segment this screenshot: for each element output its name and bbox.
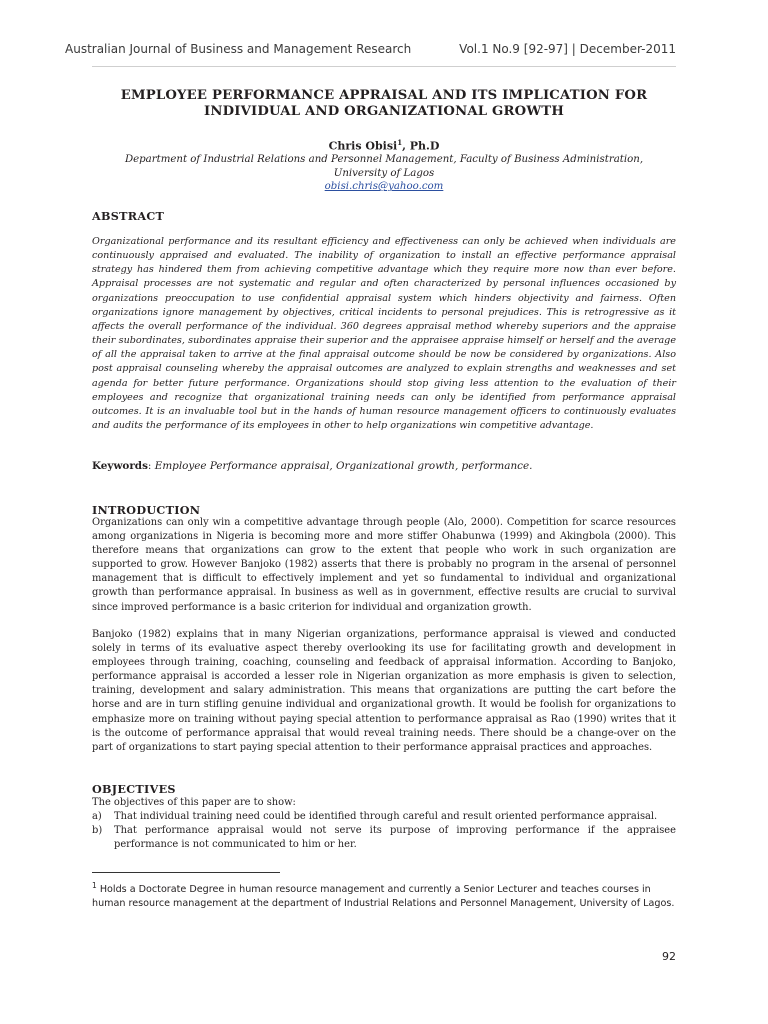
author-footnote-mark: 1 [397, 138, 403, 147]
list-marker: a) [92, 811, 102, 822]
paper-title [92, 88, 676, 120]
list-item-text: That performance appraisal would not serve its purpose of improving performance if the appraisee performance is not communicated to him or her. [114, 825, 676, 851]
keywords-text: Employee Performance appraisal, Organizational growth, performance. [154, 460, 533, 472]
footnote-mark: 1 [92, 881, 97, 890]
list-marker: b) [92, 825, 103, 836]
header-rule [92, 66, 676, 67]
journal-name: Australian Journal of Business and Management Research [65, 42, 412, 56]
keywords-separator: : [147, 460, 155, 472]
keywords-label: Keywords [92, 460, 148, 472]
author-email-link[interactable]: obisi.chris@yahoo.com [324, 181, 444, 193]
introduction-paragraph-1: Organizations can only win a competitive advantage through people (Alo, 2000). Competition for scarce resources among organizations in Nigeria is becoming more and more stiffer Ohabunwa (1999) and Akingbola (2000). This therefore means that organizations can grow to the extent that people who work in such organization are supported to grow. However Banjoko (1982) asserts that there is probably no program in the arsenal of personnel management that is difficult to effectively implement and yet so fundamental to individual and organizational growth than performance appraisal. In business as well as in government, effective results are crucial to survival since improved performance is a basic criterion for individual and organization growth. [92, 517, 676, 613]
footnote-text: Holds a Doctorate Degree in human resource management and currently a Senior Lecturer and teaches courses in human resource management at the department of Industrial Relations and Personnel Management, University of Lagos. [92, 884, 675, 910]
objectives-intro: The objectives of this paper are to show: [92, 797, 296, 808]
keywords-line [92, 460, 676, 472]
objective-item-a [92, 810, 676, 824]
objective-item-b [92, 824, 676, 852]
title-line-2: INDIVIDUAL AND ORGANIZATIONAL GROWTH [203, 104, 565, 119]
running-header [65, 42, 676, 56]
objectives-heading: OBJECTIVES [92, 782, 176, 796]
affiliation-line-2: University of Lagos [333, 167, 435, 179]
page-number: 92 [662, 950, 676, 963]
issue-info: Vol.1 No.9 [92-97] | December-2011 [459, 42, 676, 56]
list-item-text: That individual training need could be identified through careful and result oriented performance appraisal. [114, 811, 658, 822]
abstract-heading: ABSTRACT [92, 209, 165, 223]
author-degree: , Ph.D [402, 139, 440, 153]
footnote [92, 879, 676, 911]
footnote-separator [92, 872, 280, 873]
introduction-paragraph-2: Banjoko (1982) explains that in many Nigerian organizations, performance appraisal is viewed and conducted solely in terms of its evaluative aspect thereby overlooking its use for facilitating growth and development in employees through training, coaching, counseling and feedback of appraisal information. According to Banjoko, performance appraisal is accorded a lesser role in Nigerian organization as more emphasis is given to selection, training, development and salary administration. This means that organizations are putting the cart before the horse and are in turn stifling genuine individual and organizational growth. It would be foolish for organizations to emphasize more on training without paying special attention to performance appraisal as Rao (1990) writes that it is the outcome of performance appraisal that would reveal training needs. There should be a change-over on the part of organizations to start paying special attention to their performance appraisal practices and approaches. [92, 629, 676, 753]
affiliation [92, 153, 676, 194]
affiliation-line-1: Department of Industrial Relations and Personnel Management, Faculty of Business Administration, [124, 154, 644, 165]
author-name: Chris Obisi [328, 139, 398, 153]
title-line-1: EMPLOYEE PERFORMANCE APPRAISAL AND ITS IMPLICATION FOR [120, 88, 648, 103]
author-line [92, 138, 676, 153]
introduction-heading: INTRODUCTION [92, 503, 201, 517]
abstract-text: Organizational performance and its resultant efficiency and effectiveness can only be achieved when individuals are continuously appraised and evaluated. The inability of organization to install an effective performance appraisal strategy has hindered them from achieving competitive advantage which they require more now than ever before. Appraisal processes are not systematic and regular and often characterized by personal influences occasioned by organizations preoccupation to use confidential appraisal system which hinders objectivity and fairness. Often organizations ignore management by objectives, critical incidents to personal prejudices. This is retrogressive as it affects the overall performance of the individual. 360 degrees appraisal method whereby superiors and the appraise their subordinates, subordinates appraise their superior and the appraisee appraise himself or herself and the average of all the appraisal taken to arrive at the final appraisal outcome should be now be considered by organizations. Also post appraisal counseling whereby the appraisal outcomes are analyzed to explain strengths and weaknesses and set agenda for better future performance. Organizations should stop giving less attention to the evaluation of their employees and recognize that organizational training needs can only be identified from performance appraisal outcomes. It is an invaluable tool but in the hands of human resource management officers to continuously evaluates and audits the performance of its employees in other to help organizations win competitive advantage. [92, 236, 676, 432]
